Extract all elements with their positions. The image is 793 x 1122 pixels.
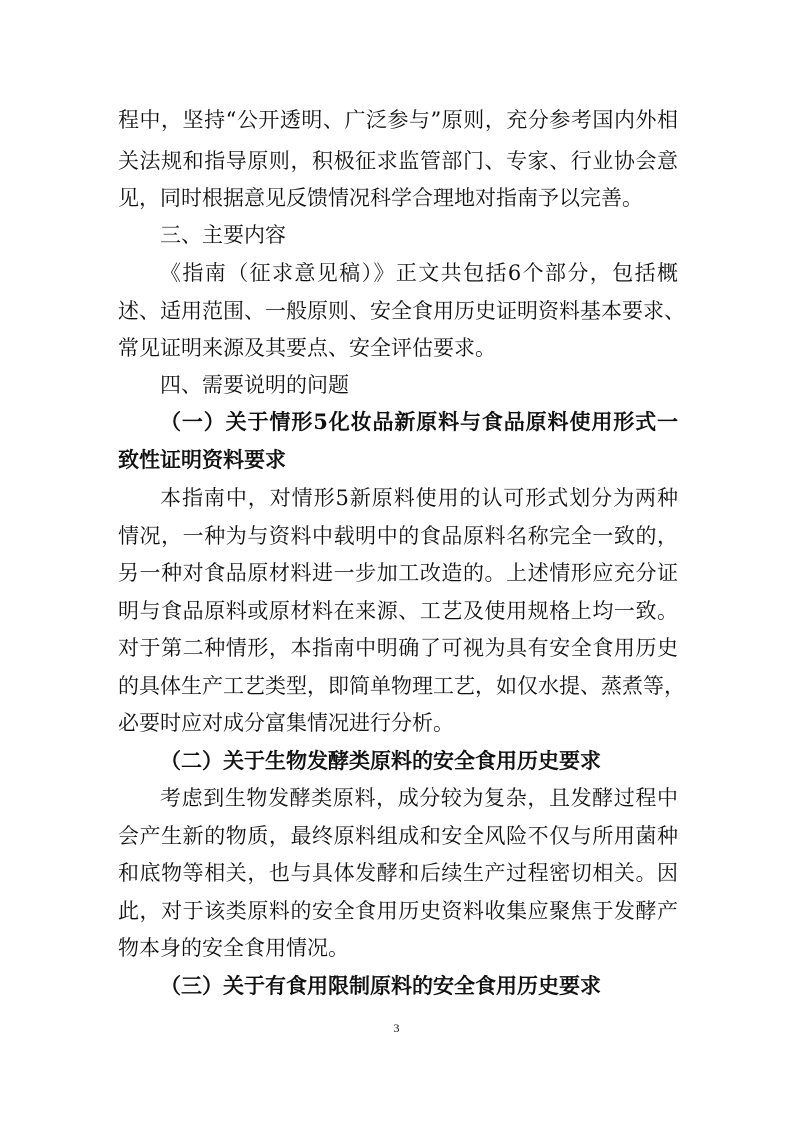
paragraph-line: 物本身的安全食用情况。 — [118, 936, 349, 960]
paragraph-line: 本指南中，对情形5新原料使用的认可形式划分为两种 — [160, 486, 678, 510]
section-heading: 四、需要说明的问题 — [160, 373, 349, 397]
paragraph-line: 程中，坚持“公开透明、广泛参与”原则，充分参考国内外相 — [118, 108, 678, 132]
paragraph-line: 考虑到生物发酵类原料，成分较为复杂，且发酵过程中 — [160, 786, 678, 810]
paragraph-line: 此，对于该类原料的安全食用历史资料收集应聚焦于发酵产 — [118, 899, 678, 923]
paragraph-line: 关法规和指导原则，积极征求监管部门、专家、行业协会意 — [118, 149, 678, 173]
paragraph-line: 常见证明来源及其要点、安全评估要求。 — [118, 336, 496, 360]
paragraph-line: 和底物等相关，也与具体发酵和后续生产过程密切相关。因 — [118, 861, 678, 885]
paragraph-line: 《指南（征求意见稿）》正文共包括6个部分，包括概 — [160, 261, 678, 285]
paragraph-line: 见，同时根据意见反馈情况科学合理地对指南予以完善。 — [118, 186, 643, 210]
subsection-heading: （二）关于生物发酵类原料的安全食用历史要求 — [160, 748, 601, 773]
subsection-heading: （一）关于情形5化妆品新原料与食品原料使用形式一 — [160, 409, 678, 434]
paragraph-line: 必要时应对成分富集情况进行分析。 — [118, 711, 454, 735]
paragraph-line: 的具体生产工艺类型，即简单物理工艺，如仅水提、蒸煮等， — [118, 674, 685, 698]
page-number: 3 — [393, 1021, 400, 1035]
paragraph-line: 另一种对食品原材料进一步加工改造的。上述情形应充分证 — [118, 561, 678, 585]
subsection-heading: 致性证明资料要求 — [118, 447, 286, 472]
paragraph-line: 情况，一种为与资料中载明中的食品原料名称完全一致的， — [118, 524, 678, 548]
paragraph-line: 明与食品原料或原材料在来源、工艺及使用规格上均一致。 — [118, 599, 678, 623]
section-heading: 三、主要内容 — [160, 223, 286, 247]
paragraph-line: 述、适用范围、一般原则、安全食用历史证明资料基本要求、 — [118, 299, 685, 323]
paragraph-line: 对于第二种情形，本指南中明确了可视为具有安全食用历史 — [118, 636, 678, 660]
subsection-heading: （三）关于有食用限制原料的安全食用历史要求 — [160, 973, 601, 998]
paragraph-line: 会产生新的物质，最终原料组成和安全风险不仅与所用菌种 — [118, 824, 678, 848]
